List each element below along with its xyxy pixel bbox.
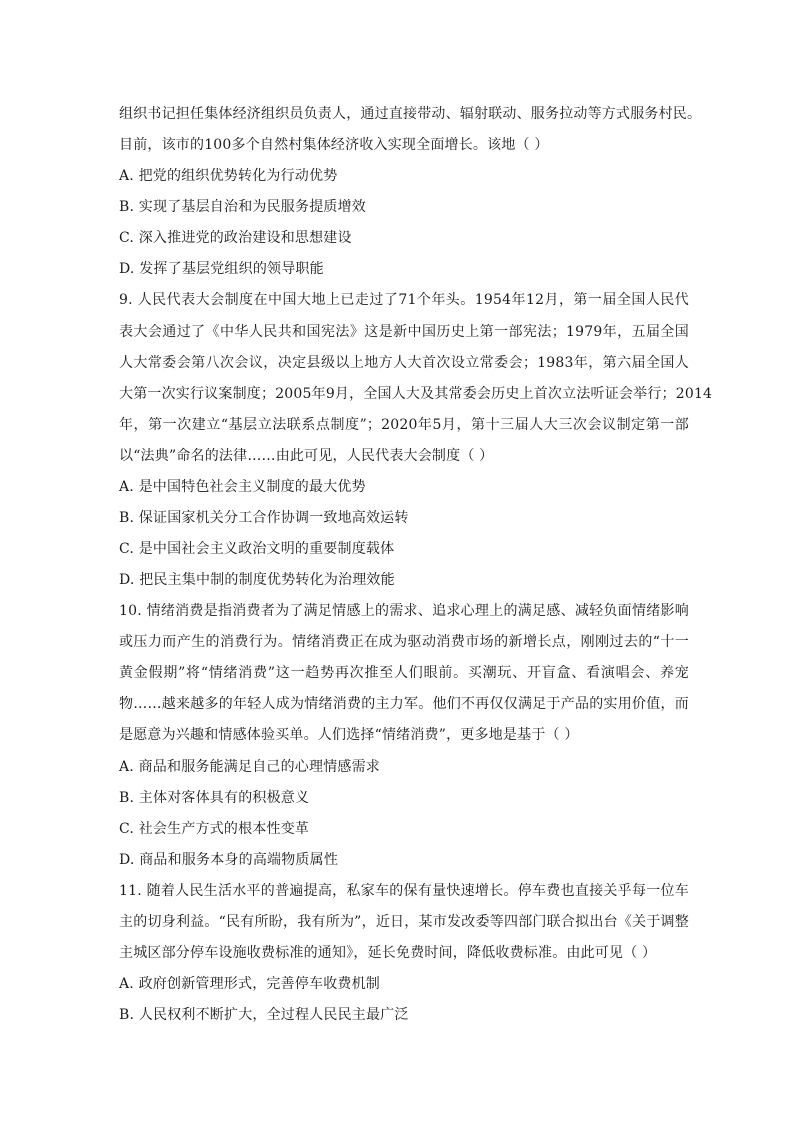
- q11-stem-line-3: 主城区部分停车设施收费标准的通知》，延长免费时间，降低收费标准。由此可见（ ）: [119, 945, 657, 961]
- q9-option-b: B. 保证国家机关分工合作协调一致地高效运转: [119, 510, 409, 526]
- q9-stem-line-2: 表大会通过了《中华人民共和国宪法》这是新中国历史上第一部宪法；1979年，五届全国: [119, 324, 689, 340]
- q8-option-c: C. 深入推进党的政治建设和思想建设: [119, 230, 352, 246]
- q11-option-b: B. 人民权利不断扩大，全过程人民民主最广泛: [119, 1007, 409, 1023]
- q10-stem-line-1: 10. 情绪消费是指消费者为了满足情感上的需求、追求心理上的满足感、减轻负面情绪影响: [119, 603, 689, 619]
- q10-option-a: A. 商品和服务能满足自己的心理情感需求: [119, 759, 381, 775]
- q9-option-c: C. 是中国社会主义政治文明的重要制度载体: [119, 541, 395, 557]
- q9-stem-line-3: 人大常委会第八次会议，决定县级以上地方人大首次设立常委会；1983年，第六届全国人: [119, 355, 689, 371]
- q11-stem-line-2: 主的切身利益。“民有所盼，我有所为”，近日，某市发改委等四部门联合拟出台《关于调整: [119, 914, 689, 930]
- q10-option-b: B. 主体对客体具有的积极意义: [119, 790, 310, 806]
- q9-option-a: A. 是中国特色社会主义制度的最大优势: [119, 479, 366, 495]
- q10-stem-line-5: 是愿意为兴趣和情感体验买单。人们选择“情绪消费”，更多地是基于（ ）: [119, 727, 579, 743]
- q11-stem-line-1: 11. 随着人民生活水平的普遍提高，私家车的保有量快速增长。停车费也直接关乎每一位车: [119, 883, 689, 899]
- q9-stem-line-4: 大第一次实行议案制度；2005年9月，全国人大及其常委会历史上首次立法听证会举行；2014: [119, 386, 713, 402]
- q10-stem-line-3: 黄金假期”将“情绪消费”这一趋势再次推至人们眼前。买潮玩、开盲盒、看演唱会、养宠: [119, 665, 689, 681]
- q10-option-c: C. 社会生产方式的根本性变革: [119, 821, 310, 837]
- q8-stem-line-1: 组织书记担任集体经济组织员负责人，通过直接带动、辐射联动、服务拉动等方式服务村民。: [119, 106, 702, 122]
- q9-stem-line-5: 年，第一次建立“基层立法联系点制度”；2020年5月，第十三届人大三次会议制定第一部: [119, 417, 689, 433]
- q10-option-d: D. 商品和服务本身的高端物质属性: [119, 852, 339, 868]
- q9-option-d: D. 把民主集中制的制度优势转化为治理效能: [119, 572, 395, 588]
- q10-stem-line-4: 物……越来越多的年轻人成为情绪消费的主力军。他们不再仅仅满足于产品的实用价值，而: [119, 696, 689, 712]
- q11-option-a: A. 政府创新管理形式，完善停车收费机制: [119, 976, 381, 992]
- q8-option-a: A. 把党的组织优势转化为行动优势: [119, 168, 338, 184]
- q9-stem-line-6: 以“法典”命名的法律……由此可见，人民代表大会制度（ ）: [119, 448, 494, 464]
- q8-option-d: D. 发挥了基层党组织的领导职能: [119, 261, 324, 277]
- q8-stem-line-2: 目前，该市的100多个自然村集体经济收入实现全面增长。该地（ ）: [119, 137, 549, 153]
- q9-stem-line-1: 9. 人民代表大会制度在中国大地上已走过了71个年头。1954年12月，第一届全国人民代: [119, 292, 689, 308]
- q10-stem-line-2: 或压力而产生的消费行为。情绪消费正在成为驱动消费市场的新增长点，刚刚过去的“十一: [119, 634, 689, 650]
- q8-option-b: B. 实现了基层自治和为民服务提质增效: [119, 199, 366, 215]
